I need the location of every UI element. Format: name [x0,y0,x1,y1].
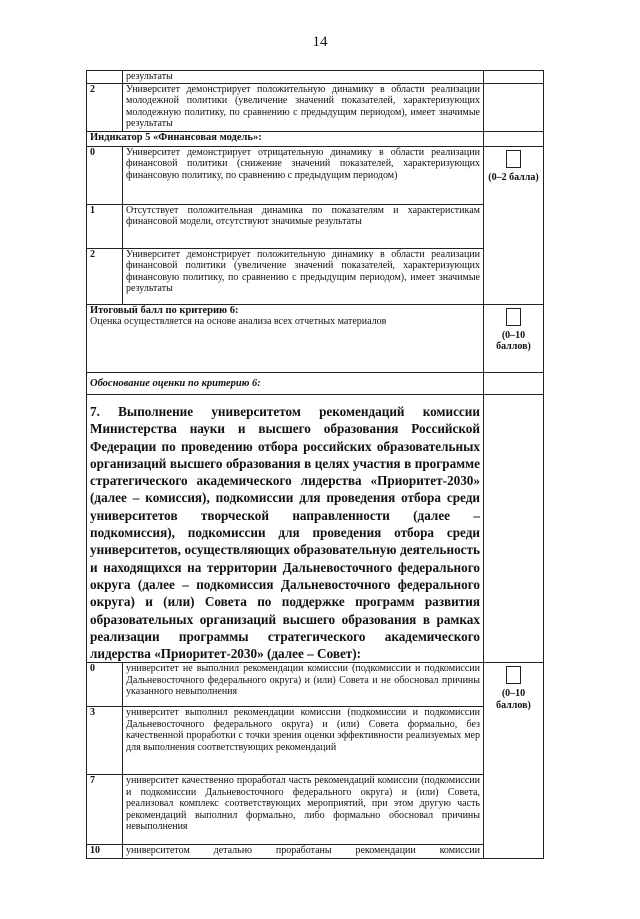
score-cell [484,132,544,147]
indicator-title: Индикатор 5 «Финансовая модель»: [87,132,484,147]
row-text: университетом детально проработаны рекомендации комиссии [123,845,484,859]
justification-label: Обоснование оценки по критерию 6: [87,373,484,395]
row-text: результаты [123,71,484,84]
score-input-box[interactable] [506,308,521,326]
row-number [87,71,123,84]
table-row [87,147,544,205]
table-row [87,305,544,373]
row-number: 7 [87,775,123,845]
score-cell [484,305,544,373]
table-row [87,249,544,305]
row-number: 3 [87,707,123,775]
row-number: 0 [87,663,123,707]
table-row [87,71,544,84]
table-row [87,395,544,663]
score-cell [484,373,544,395]
score-cell [484,71,544,84]
row-text: университет не выполнил рекомендации комиссии (подкомиссии и подкомиссии Дальневосточного федерального округа) и (или) Совета и не обосновал причины указанного невыполнения [123,663,484,707]
row-text: Университет демонстрирует положительную динамику в области реализации финансовой политики (увеличение значений показателей, характеризующих финансовую политику, по сравнению с предыдущим периодом), имеет значимые результаты [123,249,484,305]
row-text: университет выполнил рекомендации комиссии (подкомиссии и подкомиссии Дальневосточного федерального округа) и (или) Совета формально, без качественной проработки с точки зрения оценки эффективности реализуемых мер для выполнения соответствующих рекомендаций [123,707,484,775]
score-cell [484,663,544,859]
table-row [87,663,544,707]
row-text: университет качественно проработал часть рекомендаций комиссии (подкомиссии и подкомиссии Дальневосточного федерального округа) и (или) Совета, реализовал комплекс соответствующих мероприятий, при этом другую часть рекомендаций выполнил формально, либо формально обосновал причины невыполнения [123,775,484,845]
row-text: Отсутствует положительная динамика по показателям и характеристикам финансовой модели, отсутствуют значимые результаты [123,205,484,249]
row-text: Университет демонстрирует положительную динамику в области реализации молодежной политики (увеличение значений показателей, характеризующих молодежную политику, по сравнению с предыдущим периодом), имеет значимые результаты [123,84,484,132]
total-cell [87,305,484,373]
score-input-box[interactable] [506,150,521,168]
row-number: 2 [87,249,123,305]
score-cell [484,84,544,132]
total-title: Итоговый балл по критерию 6: [90,305,239,316]
total-text: Оценка осуществляется на основе анализа всех отчетных материалов [90,316,387,328]
table-row [87,205,544,249]
table-row [87,775,544,845]
score-cell [484,395,544,663]
row-number: 0 [87,147,123,205]
table-row [87,84,544,132]
row-number: 10 [87,845,123,859]
table-row [87,707,544,775]
score-cell [484,147,544,305]
table-row [87,132,544,147]
page-number: 14 [312,34,328,50]
score-range: (0–2 балла) [488,172,539,183]
score-input-box[interactable] [506,666,521,684]
row-number: 2 [87,84,123,132]
score-range: (0–10 баллов) [496,688,531,711]
row-text: Университет демонстрирует отрицательную динамику в области реализации финансовой политики (снижение значений показателей, характеризующих финансовую политику, по сравнению с предыдущим периодом) [123,147,484,205]
criterion-7-title: 7. Выполнение университетом рекомендаций комиссии Министерства науки и высшего образования Российской Федерации по проведению отбора российских образовательных организаций высшего образования в целях участия в программе стратегического академического лидерства «Приоритет-2030» (далее – комиссия), подкомиссии для проведения отбора среди университетов творческой направленности (далее – подкомиссия), подкомиссии для проведения отбора среди университетов, осуществляющих образовательную деятельность и находящихся на территории Дальневосточного федерального округа (далее – подкомиссия Дальневосточного федерального округа) и (или) Совета по поддержке программ развития образовательных организаций высшего образования в рамках реализации программы стратегического академического лидерства «Приоритет-2030» (далее – Совет): [87,395,484,663]
criteria-table [86,70,544,859]
table-row [87,373,544,395]
table-row [87,845,544,859]
score-range: (0–10 баллов) [496,330,531,353]
row-number: 1 [87,205,123,249]
